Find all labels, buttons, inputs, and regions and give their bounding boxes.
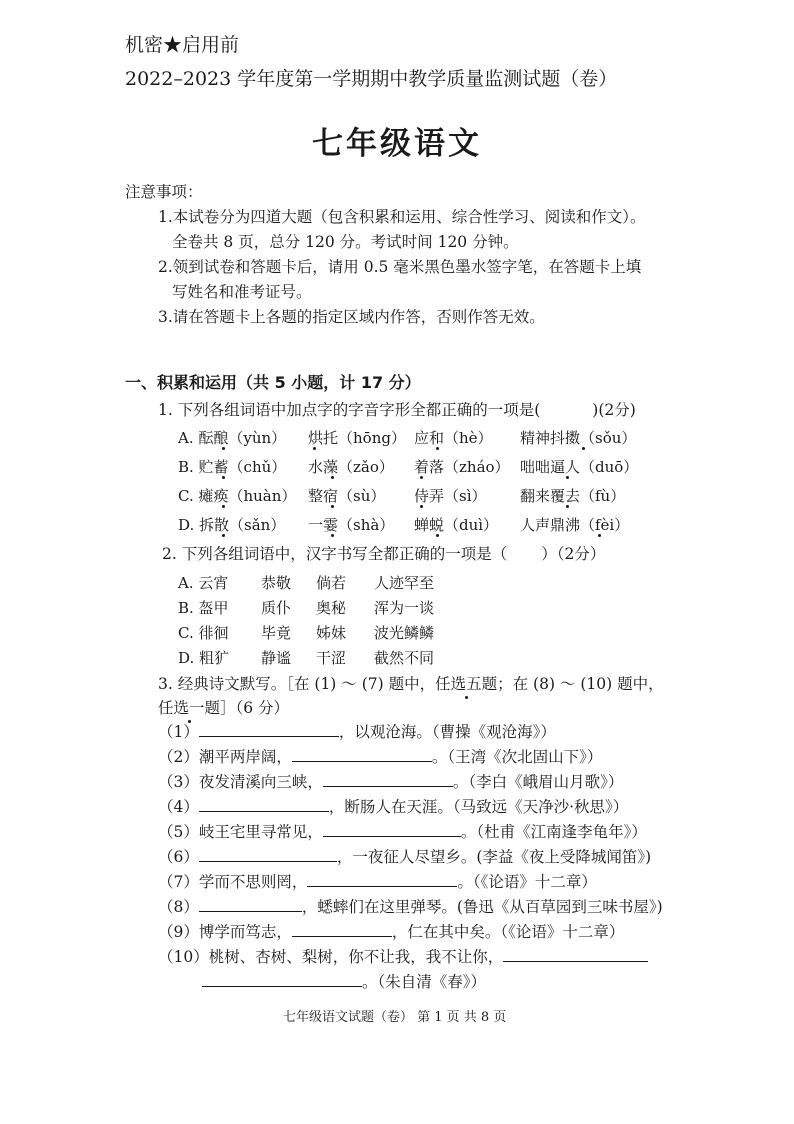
- item-suffix: ，断肠人在天涯。（马致远《天净沙·秋思》）: [328, 798, 629, 816]
- emphasis-dot: [566, 505, 569, 508]
- question-1-option-c: [178, 485, 625, 506]
- question-3-score: ］（6 分）: [220, 699, 290, 717]
- emphasis-dot: [566, 476, 569, 479]
- option-word: 烘托（hōng）: [308, 429, 406, 447]
- option-word: 倘若: [316, 574, 347, 592]
- recitation-item-10-line-2: [202, 970, 486, 992]
- item-prefix: （3）夜发清溪向三峡，: [158, 773, 323, 791]
- question-2-option-c: [178, 622, 434, 643]
- option-word: 截然不同: [374, 649, 435, 667]
- option-word: C. 瘫痪（huàn）: [178, 487, 297, 505]
- question-1-stem: [158, 398, 636, 420]
- answer-blank[interactable]: [199, 721, 339, 737]
- option-word: 一霎（shà）: [308, 516, 395, 534]
- option-word: 干涩: [316, 649, 347, 667]
- subject-title: 七年级语文: [312, 126, 482, 162]
- note-item-1-line-2: 全卷共 8 页，总分 120 分。考试时间 120 分钟。: [172, 233, 519, 251]
- emphasis-dot: [436, 447, 439, 450]
- emphasis-dot: [331, 476, 334, 479]
- answer-blank[interactable]: [292, 921, 392, 937]
- note-item-1-line-1: 1.本试卷分为四道大题（包含积累和运用、综合性学习、阅读和作文）。: [158, 208, 646, 226]
- item-prefix: （10）桃树、杏树、梨树，你不让我，我不让你，: [158, 948, 504, 966]
- emphasis-dot: [222, 447, 225, 450]
- item-suffix: 。（《论语》十二章）: [457, 873, 597, 891]
- item-suffix: 。（王湾《次北固山下》）: [431, 748, 603, 766]
- option-word: 应和（hè）: [414, 429, 493, 447]
- recitation-item-4: [158, 795, 628, 817]
- option-word: 毕竟: [261, 624, 292, 642]
- question-3-stem-text: 3. 经典诗文默写。［在 (1) ～ (7) 题中，: [158, 675, 436, 693]
- recitation-item-8: [158, 895, 663, 917]
- option-word: C. 徘徊: [178, 624, 229, 642]
- exam-title: 2022–2023 学年度第一学期期中教学质量监测试题（卷）: [125, 68, 618, 90]
- option-word: 奥秘: [316, 599, 347, 617]
- answer-blank[interactable]: [323, 821, 461, 837]
- option-word: A. 酝酿（yùn）: [178, 429, 287, 447]
- answer-blank[interactable]: [199, 896, 302, 912]
- note-item-2-line-1: 2.领到试卷和答题卡后，请用 0.5 毫米黑色墨水签字笔，在答题卡上填: [158, 258, 642, 276]
- item-prefix: （5）岐王宅里寻常见，: [158, 823, 323, 841]
- option-word: B. 盔甲: [178, 599, 229, 617]
- question-2-option-d: [178, 647, 434, 668]
- question-1-score: )(2分): [592, 401, 636, 419]
- option-word: 蝉蜕（duì）: [414, 516, 499, 534]
- item-suffix: ，仁在其中矣。（《论语》十二章）: [391, 923, 625, 941]
- option-word: 侍弄（sì）: [414, 487, 487, 505]
- option-word: 整宿（sù）: [308, 487, 386, 505]
- option-word: D. 拆散（sǎn）: [178, 516, 286, 534]
- item-suffix: ，以观沧海。（曹操《观沧海》）: [338, 723, 556, 741]
- note-item-3: 3.请在答题卡上各题的指定区域内作答，否则作答无效。: [158, 308, 545, 326]
- emphasized-text: 任选一题: [158, 699, 220, 717]
- answer-blank[interactable]: [307, 871, 457, 887]
- question-3-stem-line-1: [158, 672, 664, 694]
- question-2-stem-text: 2. 下列各组词语中，汉字书写全都正确的一项是（: [162, 545, 508, 563]
- option-word: 翻来覆去（fù）: [520, 487, 626, 505]
- answer-blank[interactable]: [202, 971, 362, 987]
- option-word: 精神抖擞（sǒu）: [520, 429, 637, 447]
- option-word: D. 粗犷: [178, 649, 230, 667]
- answer-blank[interactable]: [199, 846, 337, 862]
- emphasis-dot: [313, 447, 316, 450]
- confidential-label: 机密★启用前: [125, 34, 240, 56]
- recitation-item-1: [158, 720, 556, 742]
- note-item-2-line-2: 写姓名和准考证号。: [172, 283, 312, 301]
- question-2-score: ）（2分）: [541, 545, 606, 563]
- question-3-stem-text: ；在 (8) ～ (10) 题中，: [497, 675, 664, 693]
- emphasis-dot: [222, 534, 225, 537]
- emphasis-dot: [598, 534, 601, 537]
- question-3-stem-line-2: [158, 696, 289, 718]
- question-1-option-d: [178, 514, 629, 535]
- option-word: 姊妹: [316, 624, 347, 642]
- answer-blank[interactable]: [323, 771, 453, 787]
- recitation-item-9: [158, 920, 624, 942]
- emphasis-dot: [436, 534, 439, 537]
- question-2-option-a: [178, 572, 434, 593]
- item-suffix: ，蟋蟀们在这里弹琴。(鲁迅《从百草园到三味书屋》): [301, 898, 663, 916]
- option-word: 人迹罕至: [374, 574, 435, 592]
- emphasized-text: 任选五题: [435, 675, 497, 693]
- emphasis-dot: [331, 534, 334, 537]
- emphasis-dot: [222, 476, 225, 479]
- emphasis-dot: [331, 505, 334, 508]
- recitation-item-3: [158, 770, 623, 792]
- recitation-item-10: [158, 945, 648, 967]
- option-word: 咄咄逼人（duō）: [520, 458, 639, 476]
- option-word: 浑为一谈: [374, 599, 435, 617]
- page-footer: 七年级语文试题（卷） 第 1 页 共 8 页: [283, 1010, 507, 1025]
- recitation-item-5: [158, 820, 647, 842]
- item-prefix: （6）: [158, 848, 199, 866]
- question-1-option-b: [178, 456, 638, 477]
- item-prefix: （1）: [158, 723, 199, 741]
- item-prefix: （8）: [158, 898, 199, 916]
- item-prefix: （7）学而不思则罔，: [158, 873, 308, 891]
- answer-blank[interactable]: [199, 796, 329, 812]
- emphasis-dot: [222, 505, 225, 508]
- question-2-stem: [162, 542, 605, 564]
- emphasis-dot: [420, 505, 423, 508]
- option-word: 波光鳞鳞: [374, 624, 435, 642]
- section-1-heading: 一、积累和运用（共 5 小题，计 17 分）: [125, 373, 421, 392]
- notes-heading: 注意事项：: [125, 183, 203, 201]
- option-word: 静谧: [261, 649, 292, 667]
- item-suffix: ，一夜征人尽望乡。(李益《夜上受降城闻笛》): [336, 848, 652, 866]
- option-word: 着落（zháo）: [414, 458, 510, 476]
- question-2-option-b: [178, 597, 434, 618]
- item-suffix: 。（李白《峨眉山月歌》）: [452, 773, 624, 791]
- recitation-item-6: [158, 845, 651, 867]
- item-prefix: （4）: [158, 798, 199, 816]
- emphasis-dot: [582, 447, 585, 450]
- answer-blank[interactable]: [292, 746, 432, 762]
- option-word: 人声鼎沸（fèi）: [520, 516, 630, 534]
- emphasis-dot: [420, 476, 423, 479]
- option-word: B. 贮蓄（chǔ）: [178, 458, 287, 476]
- option-word: 质仆: [261, 599, 292, 617]
- item-prefix: （2）潮平两岸阔，: [158, 748, 292, 766]
- item-suffix: 。（杜甫《江南逢李龟年》）: [460, 823, 647, 841]
- option-word: 恭敬: [261, 574, 292, 592]
- question-1-stem-text: 1. 下列各组词语中加点字的字音字形全都正确的一项是(: [158, 401, 541, 419]
- recitation-item-7: [158, 870, 597, 892]
- option-word: 水藻（zǎo）: [308, 458, 394, 476]
- question-1-option-a: [178, 427, 636, 448]
- item-suffix: 。（朱自清《春》）: [362, 973, 487, 991]
- option-word: A. 云宵: [178, 574, 229, 592]
- recitation-item-2: [158, 745, 602, 767]
- item-prefix: （9）博学而笃志，: [158, 923, 292, 941]
- answer-blank[interactable]: [503, 946, 648, 962]
